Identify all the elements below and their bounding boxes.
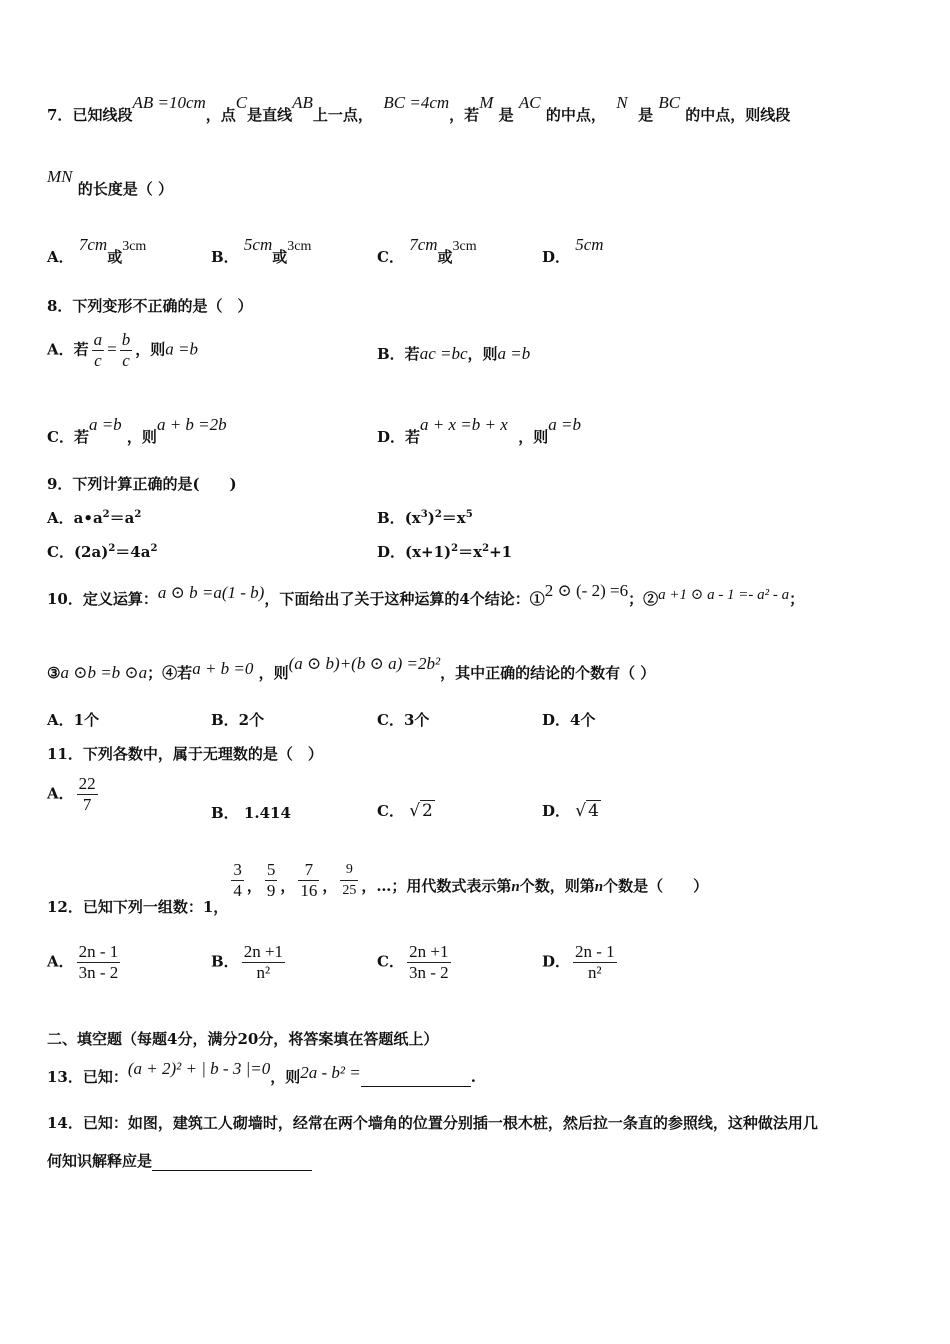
q10-option-b[interactable]: B．2个 — [211, 711, 265, 729]
q10-option-a[interactable]: A．1个 — [47, 711, 100, 729]
question-7: 7．已知线段AB =10cm，点C是直线AB上一点， BC =4cm，若M 是 AC 的中点， N 是 BC 的中点，则线段 — [47, 93, 791, 124]
q7-option-b[interactable]: B． 5cm或3cm — [211, 235, 312, 266]
q7-option-c[interactable]: C． 7cm或3cm — [377, 235, 477, 266]
fraction: $\frac{2n - 1}{\text{n²}}$ — [575, 942, 615, 982]
q12-option-c[interactable]: C． $\frac{2n +1}{3n - 2}$ — [377, 942, 449, 982]
q12-options — [47, 942, 920, 994]
q10-option-d[interactable]: D．4个 — [542, 711, 596, 729]
fraction: $\frac{3}{4}$ — [233, 860, 242, 900]
fraction: $\frac{2n - 1}{3n - 2}$ — [78, 942, 119, 982]
q8-option-c[interactable]: C．若a =b ，则a + b =2b — [47, 415, 227, 446]
q12-option-a[interactable]: A． $\frac{2n - 1}{3n - 2}$ — [47, 942, 119, 982]
q10-option-c[interactable]: C．3个 — [377, 711, 430, 729]
q8-options-ab — [47, 330, 920, 378]
q9-option-b[interactable]: B．$(x^3)^2=x^5$ — [377, 509, 473, 527]
fraction: $\frac{2n +1}{3n - 2}$ — [408, 942, 449, 982]
question-7-cont: MN 的长度是（ ） — [47, 167, 173, 198]
answer-blank[interactable] — [152, 1152, 312, 1171]
question-14-cont: 何知识解释应是 — [47, 1150, 920, 1171]
q9-option-d[interactable]: D．$(x+1)^2=x^2+1$ — [377, 543, 513, 561]
q8-option-a[interactable]: A．若 $\frac{a}{c}$ = $\frac{b}{c}$ ，则a =b — [47, 330, 198, 370]
q12-option-b[interactable]: B． $\frac{2n +1}{\text{n²}}$ — [211, 942, 284, 982]
question-9: 9．下列计算正确的是( ) — [47, 475, 237, 493]
question-10-cont: ③a ⊙b =b ⊙a；④若a + b =0 ，则(a ⊙ b)+(b ⊙ a) =2b²，其中正确的结论的个数有（ ） — [47, 654, 656, 682]
q7-options — [47, 235, 920, 272]
section-2-heading: 二、填空题（每题4分，满分20分，将答案填在答题纸上） — [47, 1030, 439, 1048]
q7-option-a[interactable]: A． 7cm或3cm — [47, 235, 147, 266]
fraction: $\frac{2n +1}{\text{n²}}$ — [243, 942, 284, 982]
fraction: $\frac{a}{c}$ — [93, 330, 103, 370]
question-14: 14．已知：如图，建筑工人砌墙时，经常在两个墙角的位置分别插一根木桩，然后拉一条直的参照线，这种做法用几 — [47, 1114, 818, 1132]
question-8: 8．下列变形不正确的是（ ） — [47, 297, 253, 315]
sqrt-2: √ 2 — [409, 801, 433, 821]
question-10: 10．定义运算：a ⊙ b =a(1 - b)，下面给出了关于这种运算的4个结论：①2 ⊙ (- 2) =6；②a +1 ⊙ a - 1 =- a² - a； — [47, 581, 805, 608]
fraction: $\frac{22}{7}$ — [78, 774, 96, 814]
q8-option-d[interactable]: D．若a + x =b + x ，则a =b — [377, 415, 581, 446]
fraction: $\frac{b}{c}$ — [121, 330, 131, 370]
question-11: 11．下列各数中，属于无理数的是（ ） — [47, 745, 323, 763]
q11-option-d[interactable]: D． √ 4 — [542, 801, 599, 821]
fraction: $\frac{9}{25}$ — [342, 862, 357, 898]
question-13: 13．已知：(a + 2)² + | b - 3 |=0，则2a - b² = . — [47, 1059, 476, 1086]
q11-option-c[interactable]: C． √ 2 — [377, 801, 433, 821]
q7-number: 7． — [47, 106, 73, 124]
sqrt-4: √ 4 — [575, 801, 599, 821]
q9-option-c[interactable]: C．$(2a)^2=4a^2$ — [47, 543, 158, 561]
answer-blank[interactable] — [361, 1068, 471, 1087]
fraction: $\frac{5}{9}$ — [266, 860, 276, 900]
q12-option-d[interactable]: D． $\frac{2n - 1}{\text{n²}}$ — [542, 942, 615, 982]
q11-option-b[interactable]: B． 1.414 — [211, 804, 291, 822]
q7-option-d[interactable]: D． 5cm — [542, 235, 604, 266]
fraction: $\frac{7}{16}$ — [300, 860, 318, 900]
q11-option-a[interactable]: A． $\frac{22}{7}$ — [47, 774, 96, 814]
q8-option-b[interactable]: B．若ac =bc，则a =b — [377, 344, 531, 363]
question-12: 12．已知下列一组数：1， $\frac{3}{4}$ ， $\frac{5}{9}$ ， $\frac{7}{16}$ ， $\frac{9}{25}$ ，…；用代数式表示第n个数，则第n个数是（ ） — [47, 860, 709, 916]
q11-options — [47, 774, 920, 824]
q9-option-a[interactable]: A．$a•a^2=a^2$ — [47, 509, 142, 527]
